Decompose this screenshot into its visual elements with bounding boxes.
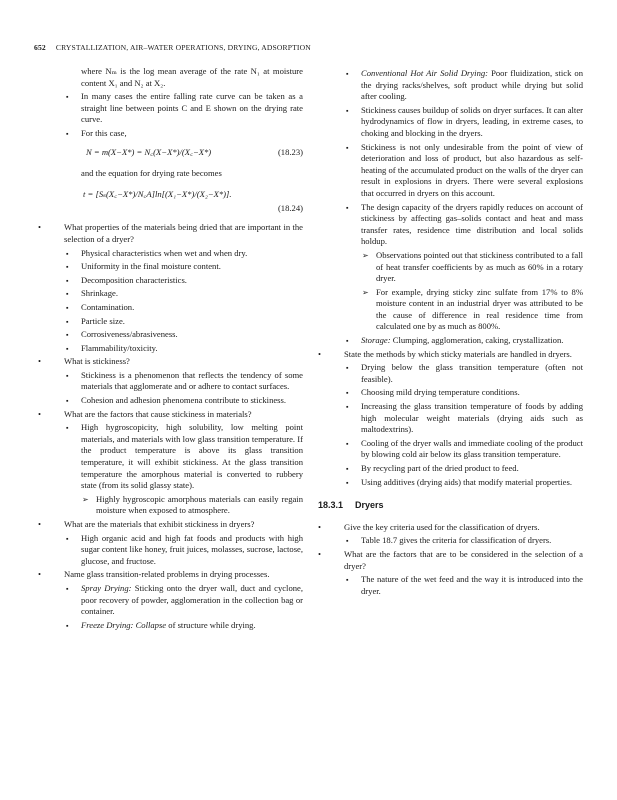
square-bullet-icon: ▪ [66,93,69,102]
square-bullet-icon: ▪ [346,537,349,546]
list-item: ▪ High hygroscopicity, high solubility, low melting point materials, and materials with low glass transition temperature. If the product temperature is above its glass transition temperature, it will exhibit stickiness. At the glass transition temperature the amorphous material is converted to rubbery state (from its solid glassy state). [66,422,303,491]
list-item: ▪ Decomposition characteristics. [38,275,303,287]
square-bullet-icon: ▪ [66,584,69,593]
square-bullet-icon: ▪ [66,424,69,433]
list-item: ▪ Choosing mild drying temperature conditions. [318,387,583,399]
square-bullet-icon: ▪ [66,317,69,326]
list-item: ▪ Spray Drying: Sticking onto the dryer wall, duct and cyclone, poor recovery of powder, agglomeration in the collection bag or container. [66,582,303,617]
square-bullet-icon: ▪ [346,478,349,487]
square-bullet-icon: ▪ [346,403,349,412]
square-bullet-icon: ▪ [66,249,69,258]
square-bullet-icon: ▪ [346,143,349,152]
square-bullet-icon: ▪ [346,364,349,373]
list-item: ▪ Using additives (drying aids) that modify material properties. [318,477,583,489]
circle-bullet-icon: • [318,521,322,532]
list-item: ▪ Drying below the glass transition temperature (often not feasible). [346,362,583,384]
equation-number: (18.24) [277,202,303,213]
list-item: ▪ Table 18.7 gives the criteria for classification of dryers. [318,535,583,547]
sub-list-item: ➢ For example, drying sticky zinc sulfate from 17% to 8% moisture content in an industrial dryer was attributed to be the cause of difference in real residence time from calculated one by as much as 800%. [362,286,583,332]
square-bullet-icon: ▪ [346,439,349,448]
list-item: ▪ Contamination. [38,302,303,314]
question: • What properties of the materials being dried that are important in the selection of a dryer? [38,222,303,244]
square-bullet-icon: ▪ [66,303,69,312]
square-bullet-icon: ▪ [346,465,349,473]
circle-bullet-icon: • [38,222,42,233]
arrow-bullet-icon: ➢ [362,250,369,260]
question: • What are the factors that cause stickiness in materials? [38,408,252,419]
square-bullet-icon: ▪ [346,70,349,78]
left-column [38,66,303,631]
circle-bullet-icon: • [318,348,322,359]
question: • State the methods by which sticky materials are handled in dryers. [318,348,572,359]
question: • Give the key criteria used for the classification of dryers. [318,521,540,532]
list-item: ▪ Uniformity in the final moisture content. [38,261,303,273]
list-item: ▪ Conventional Hot Air Solid Drying: Poor fluidization, stick on the drying racks/shelves, soft product while drying but solid after cooling. [346,68,583,102]
list-item: ▪ Storage: Clumping, agglomeration, caking, crystallization. [318,335,583,347]
equation-18-24: t = [Sₛ(X꜀−X*)/N꜀A]ln[(X₁−X*)/(X₂−X*)]. [83,189,232,200]
circle-bullet-icon: • [38,356,42,367]
list-item: ▪ Physical characteristics when wet and when dry. [38,248,303,260]
circle-bullet-icon: • [318,548,322,559]
list-item: ▪ For this case, [38,128,303,140]
square-bullet-icon: ▪ [66,331,69,340]
list-item: ▪ Flammability/toxicity. [38,343,303,355]
square-bullet-icon: ▪ [66,276,69,285]
arrow-bullet-icon: ➢ [82,494,89,504]
square-bullet-icon: ▪ [346,337,349,346]
list-item: ▪ The nature of the wet feed and the way it is introduced into the dryer. [346,574,583,596]
question: • What are the factors that are to be considered in the selection of a dryer? [318,548,583,571]
equation-formula: N = m(X−X*) = N꜀(X−X*)/(X꜀−X*) [86,146,212,157]
page-header [34,43,594,57]
section-heading [318,500,583,512]
list-item: ▪ By recycling part of the dried product to feed. [318,463,583,475]
square-bullet-icon: ▪ [346,203,349,212]
arrow-bullet-icon: ➢ [362,287,369,297]
square-bullet-icon: ▪ [66,534,69,543]
square-bullet-icon: ▪ [66,397,69,406]
square-bullet-icon: ▪ [66,129,69,138]
list-item: ▪ Stickiness is not only undesirable from the point of view of deterioration and loss of product, but also hazardous as self-heating of the accumulated product on the walls of the dryer can result in explosions in dryers. There were several explosions that occurred in dryers on this account. [346,141,583,198]
equation-number: (18.23) [277,146,303,157]
question: • What are the materials that exhibit stickiness in dryers? [38,519,255,529]
sub-list-item: ➢ Observations pointed out that stickiness contributed to a fall of heat transfer coefficients by as much as 60% in a rotary dryer. [362,249,583,284]
list-item: ▪ Freeze Drying: Collapse of structure while drying. [38,620,303,632]
square-bullet-icon: ▪ [66,290,69,299]
list-item: ▪ Particle size. [38,316,303,328]
list-item: ▪ Corrosiveness/abrasiveness. [38,329,303,341]
running-title: CRYSTALLIZATION, AIR–WATER OPERATIONS, DRYING, ADSORPTION [55,43,311,52]
question: • What is stickiness? [38,356,130,367]
square-bullet-icon: ▪ [346,576,349,585]
right-column [318,66,583,597]
list-item: ▪ Shrinkage. [38,288,303,300]
square-bullet-icon: ▪ [66,263,69,272]
sub-list-item: ➢ Highly hygroscopic amorphous materials can easily regain moisture when exposed to atmosphere. [82,493,303,516]
list-item: ▪ Cooling of the dryer walls and immediate cooling of the product by blowing cold air below its glass transition temperature. [346,437,583,460]
circle-bullet-icon: • [38,569,42,580]
section-title: Dryers [355,500,384,511]
list-item: ▪ The design capacity of the dryers rapidly reduces on account of stickiness by affecting gas–solids contact and heat and mass transfer rates, residence time distribution and local solids holdup. [346,201,583,247]
list-item: ▪ Stickiness causes buildup of solids on dryer surfaces. It can alter hydrodynamics of flow in dryers, leading, in extreme cases, to choking and blocking in the dryers. [346,104,583,138]
circle-bullet-icon: • [38,519,42,529]
paragraph: where Nₘ is the log mean average of the rate N₁ at moisture content X₁ and N₂ at X₂. [81,66,303,88]
section-number: 18.3.1 [318,500,344,511]
list-item: ▪ In many cases the entire falling rate curve can be taken as a straight line between points C and E shown on the drying rate curve. [66,91,303,125]
paragraph: and the equation for drying rate becomes [81,167,222,178]
circle-bullet-icon: • [38,408,42,419]
list-item: ▪ Increasing the glass transition temperature of foods by adding high molecular weight materials (drying aids such as maltodextrins). [346,401,583,435]
page-number: 652 [34,43,46,52]
list-item: ▪ High organic acid and high fat foods and products with high sugar content like honey, fruit juices, molasses, sucrose, lactose, glucose, and fructose. [66,532,303,566]
square-bullet-icon: ▪ [66,371,69,380]
question: • Name glass transition-related problems in drying processes. [38,569,270,580]
square-bullet-icon: ▪ [66,344,69,353]
list-item: ▪ Cohesion and adhesion phenomena contribute to stickiness. [38,395,303,407]
equation-18-23 [38,147,303,161]
list-item: ▪ Stickiness is a phenomenon that reflects the tendency of some materials that agglomerate and or adhere to contact surfaces. [66,369,303,392]
square-bullet-icon: ▪ [346,389,349,398]
square-bullet-icon: ▪ [66,621,69,630]
square-bullet-icon: ▪ [346,106,349,115]
